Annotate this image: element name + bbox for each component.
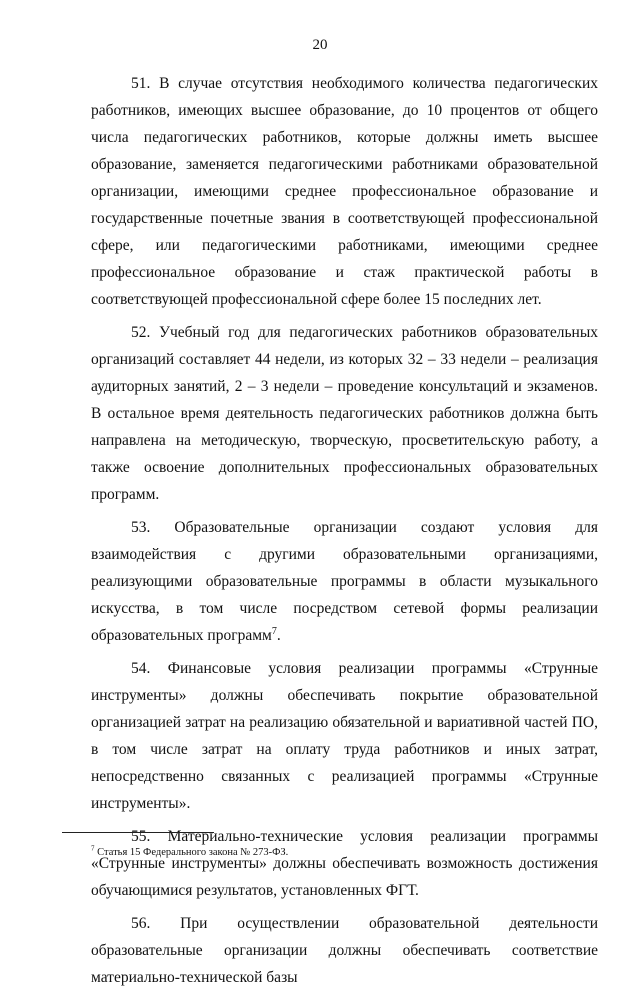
paragraph-text: 53. Образовательные организации создают условия для взаимодействия с другими образовательными организациями, реализующими образовательные программы в области музыкального искусства, в том числе посредством сетевой формы реализации образовательных программ (91, 519, 598, 644)
footnote-reference: 7 (271, 625, 277, 637)
paragraph-56 (91, 910, 598, 991)
paragraph-53 (91, 514, 598, 649)
footnote-text: Статья 15 Федерального закона № 273-ФЗ. (94, 847, 289, 858)
footnote-divider (62, 832, 214, 833)
paragraph-52 (91, 319, 598, 508)
footnote (91, 846, 598, 860)
page-number: 20 (312, 37, 328, 53)
paragraph-text-tail: . (276, 627, 281, 644)
paragraph-51 (91, 70, 598, 313)
paragraph-text: 52. Учебный год для педагогических работников образовательных организаций составляет 44 недели, из которых 32 – 33 недели – реализация аудиторных занятий, 2 – 3 недели – проведение консультаций и экзаменов. В остальное время деятельность педагогических работников должна быть направлена на методическую, творческую, просветительскую работу, а также освоение дополнительных профессиональных образовательных программ. (91, 324, 598, 503)
paragraph-text: 56. При осуществлении образовательной деятельности образовательные организации должны обеспечивать соответствие материально-технической базы (91, 915, 598, 986)
paragraph-55 (91, 823, 598, 904)
paragraph-text: 55. Материально-технические условия реализации программы «Струнные инструменты» должны обеспечивать возможность достижения обучающимися результатов, установленных ФГТ. (91, 828, 598, 899)
paragraph-54 (91, 655, 598, 817)
paragraph-text: 54. Финансовые условия реализации программы «Струнные инструменты» должны обеспечивать покрытие образовательной организацией затрат на реализацию обязательной и вариативной частей ПО, в том числе затрат на оплату труда работников и иных затрат, непосредственно связанных с реализацией программы «Струнные инструменты». (91, 660, 598, 812)
paragraph-text: 51. В случае отсутствия необходимого количества педагогических работников, имеющих высшее образование, до 10 процентов от общего числа педагогических работников, которые должны иметь высшее образование, заменяется педагогическими работниками образовательной организации, имеющими среднее профессиональное образование и государственные почетные звания в соответствующей профессиональной сфере, или педагогическими работниками, имеющими среднее профессиональное образование и стаж практической работы в соответствующей профессиональной сфере более 15 последних лет. (91, 75, 598, 308)
footnote-marker: 7 (91, 844, 95, 853)
